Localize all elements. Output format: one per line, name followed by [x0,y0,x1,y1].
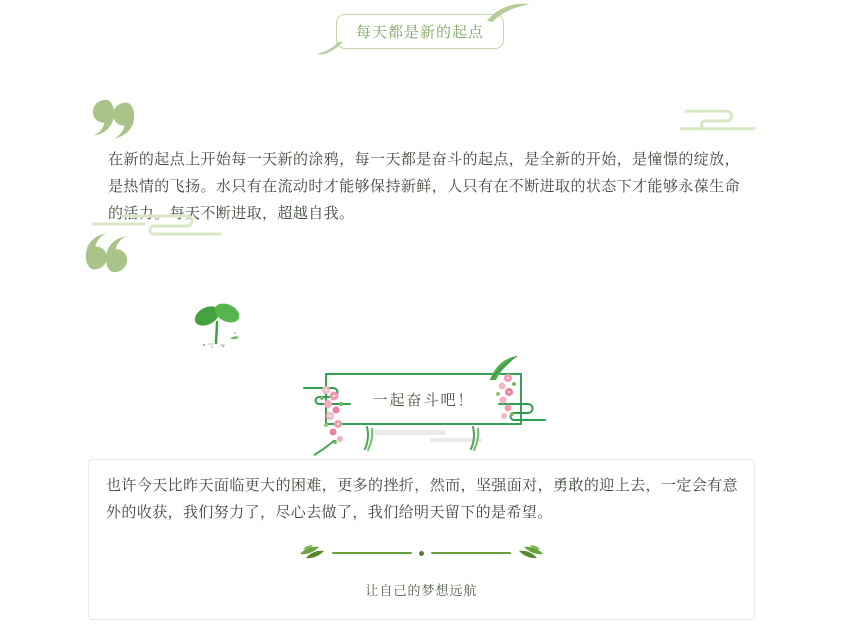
divider-dot [419,551,424,556]
leaf-icon [317,42,343,56]
divider-leaf-icon [299,544,325,562]
grass-icon [362,426,376,452]
divider-leaf-icon [518,544,544,562]
flower-cluster-icon [494,372,520,422]
title-box [336,14,504,49]
card-paragraph: 也许今天比昨天面临更大的困难，更多的挫折，然而，坚强面对，勇敢的迎上去，一定会有意外的收获，我们努力了，尽心去做了，我们给明天留下的是希望。 [106,476,738,521]
grass-icon [468,426,482,452]
page-title: 每天都是新的起点 [355,23,484,41]
divider-line [431,552,511,554]
sprout-icon [190,295,246,351]
quote-card [88,459,755,620]
leaf-blade-icon [314,440,336,456]
divider-line [332,552,412,554]
intro-paragraph: 在新的起点上开始每一天新的涂鸦，每一天都是奋斗的起点，是全新的开始，是憧憬的绽放，是热情的飞扬。水只有在流动时才能够保持新鲜，人只有在不断进取的状态下才能够永葆生命的活力。每天不断进取，超越自我。 [108,150,740,222]
close-quote-icon [92,98,136,142]
flower-cluster-icon [318,384,348,444]
card-caption: 让自己的梦想远航 [365,584,478,599]
divider [89,543,754,563]
cloud-swirl-icon [680,106,758,132]
banner-shadow [374,430,446,435]
open-quote-icon [84,230,128,274]
leaf-icon [487,2,531,22]
banner-label: 一起奋斗吧！ [372,390,475,409]
